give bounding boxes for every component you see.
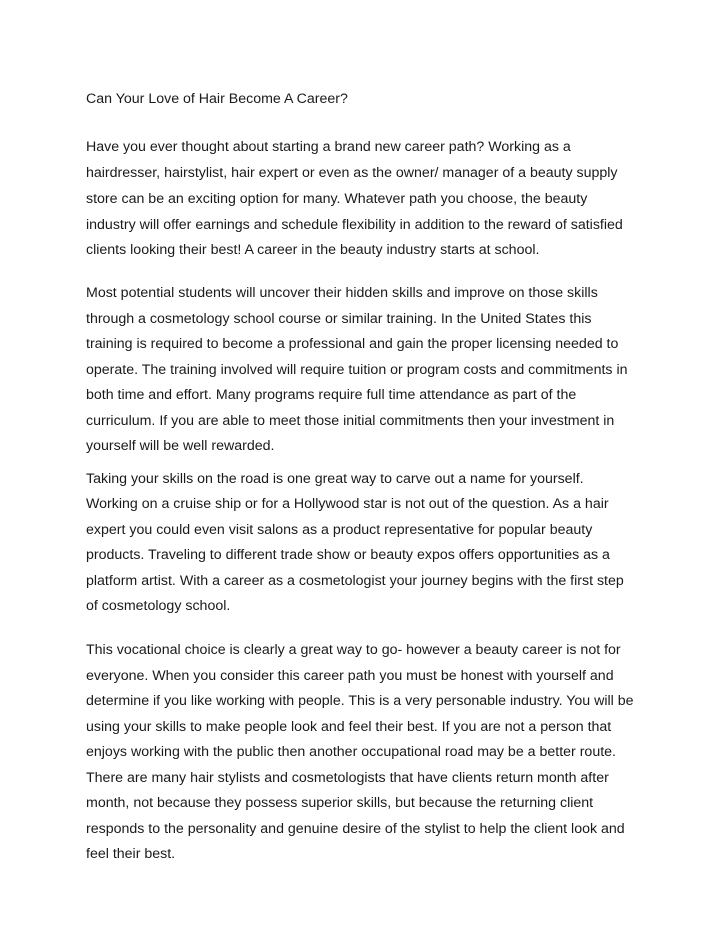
paragraph-line: curriculum. If you are able to meet those initial commitments then your investment in bbox=[86, 413, 615, 429]
paragraph-line: clients looking their best! A career in the beauty industry starts at school. bbox=[86, 242, 540, 258]
paragraph-line: There are many hair stylists and cosmetologists that have clients return month after bbox=[86, 770, 609, 786]
paragraph-line: responds to the personality and genuine desire of the stylist to help the client look and bbox=[86, 821, 625, 837]
paragraph-line: using your skills to make people look and feel their best. If you are not a person that bbox=[86, 719, 612, 735]
paragraph-line: products. Traveling to different trade show or beauty expos offers opportunities as a bbox=[86, 547, 610, 563]
paragraph-line: determine if you like working with people. This is a very personable industry. You will be bbox=[86, 693, 634, 709]
paragraph-line: of cosmetology school. bbox=[86, 598, 231, 614]
paragraph-line: feel their best. bbox=[86, 846, 176, 862]
paragraph-line: Taking your skills on the road is one great way to carve out a name for yourself. bbox=[86, 471, 584, 487]
paragraph-line: Have you ever thought about starting a brand new career path? Working as a bbox=[86, 139, 571, 155]
paragraph-line: training is required to become a professional and gain the proper licensing needed to bbox=[86, 336, 619, 352]
document-title: Can Your Love of Hair Become A Career? bbox=[86, 91, 348, 107]
paragraph-line: Working on a cruise ship or for a Hollywood star is not out of the question. As a hair bbox=[86, 496, 609, 512]
paragraph-line: Most potential students will uncover their hidden skills and improve on those skills bbox=[86, 285, 598, 301]
paragraph-line: both time and effort. Many programs require full time attendance as part of the bbox=[86, 387, 577, 403]
paragraph-line: operate. The training involved will require tuition or program costs and commitments in bbox=[86, 362, 628, 378]
paragraph-line: This vocational choice is clearly a great way to go- however a beauty career is not for bbox=[86, 642, 621, 658]
paragraph-line: industry will offer earnings and schedule flexibility in addition to the reward of satisfied bbox=[86, 217, 623, 233]
paragraph-line: expert you could even visit salons as a product representative for popular beauty bbox=[86, 522, 593, 538]
paragraph-line: month, not because they possess superior skills, but because the returning client bbox=[86, 795, 594, 811]
paragraph-line: store can be an exciting option for many. Whatever path you choose, the beauty bbox=[86, 191, 588, 207]
paragraph-line: through a cosmetology school course or similar training. In the United States this bbox=[86, 311, 592, 327]
paragraph-line: platform artist. With a career as a cosmetologist your journey begins with the first step bbox=[86, 573, 624, 589]
paragraph-line: yourself will be well rewarded. bbox=[86, 438, 275, 454]
paragraph-line: hairdresser, hairstylist, hair expert or even as the owner/ manager of a beauty supply bbox=[86, 165, 618, 181]
paragraph-line: everyone. When you consider this career path you must be honest with yourself and bbox=[86, 668, 614, 684]
paragraph-line: enjoys working with the public then another occupational road may be a better route. bbox=[86, 744, 616, 760]
